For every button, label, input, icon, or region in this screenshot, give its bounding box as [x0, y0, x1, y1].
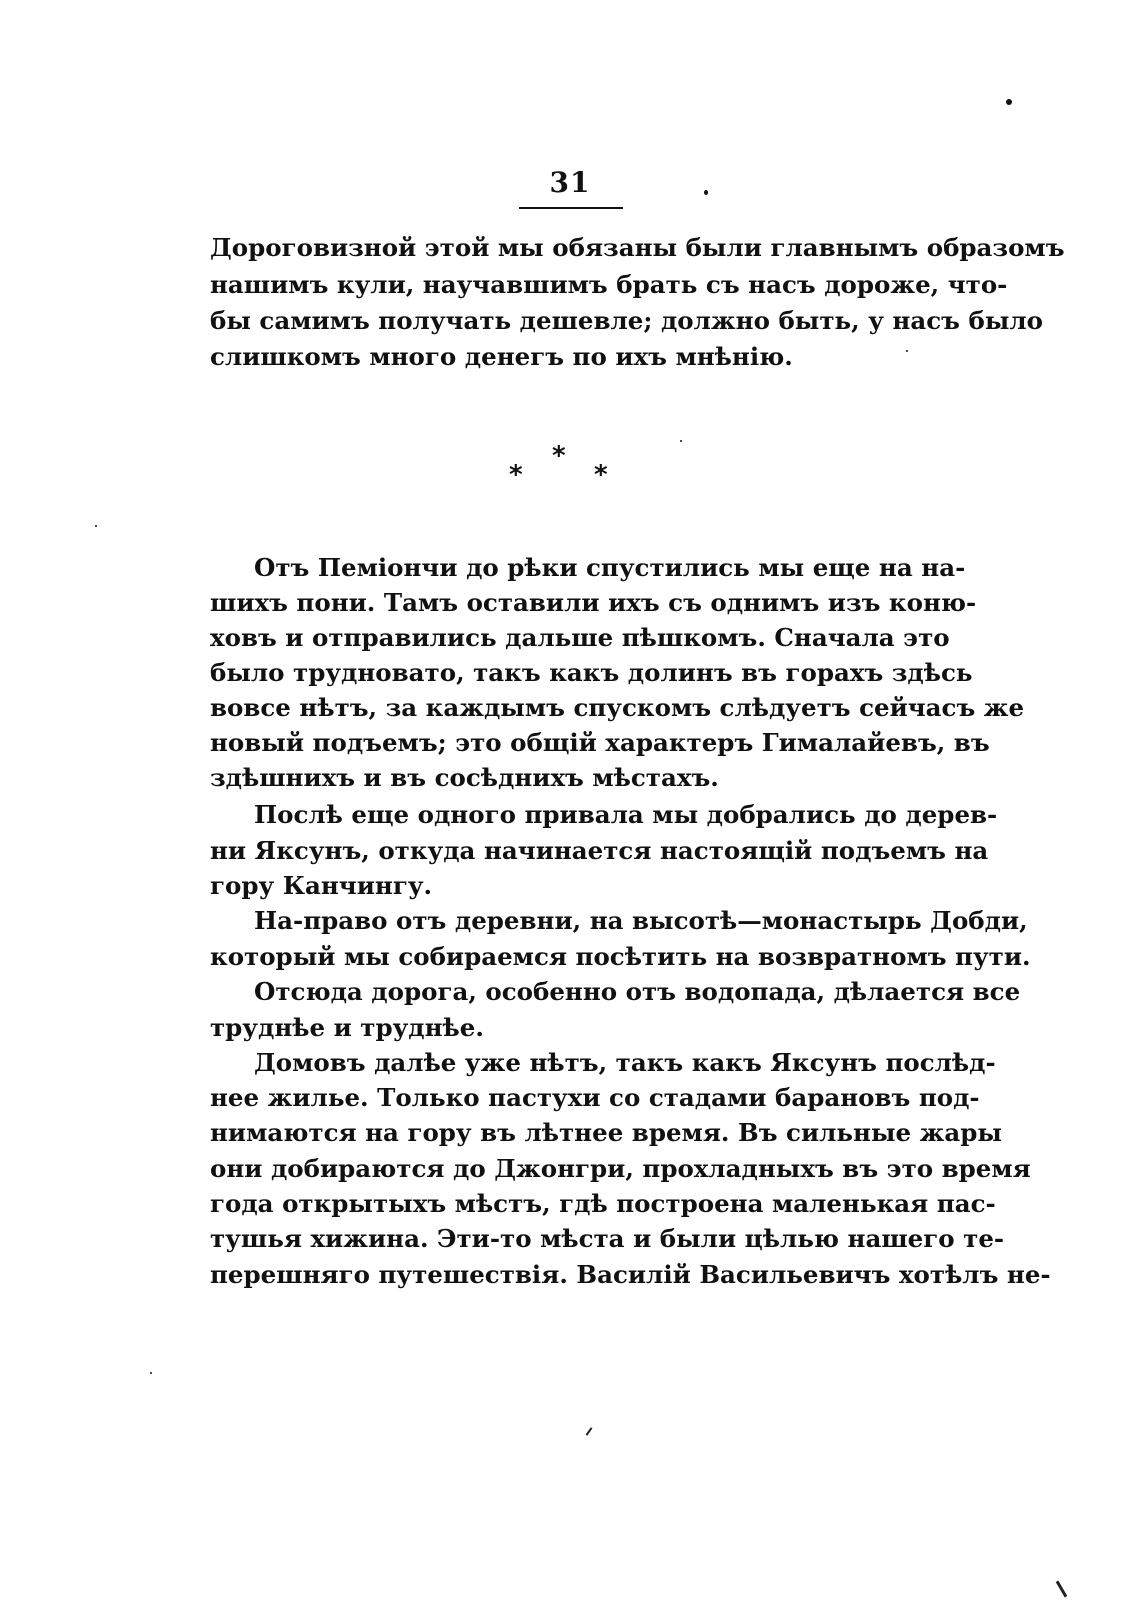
text-line: Послѣ еще одного привала мы добрались до дерев-: [254, 800, 998, 829]
text-line: шихъ пони. Тамъ оставили ихъ съ однимъ изъ коню-: [210, 588, 977, 617]
text-line: вовсе нѣтъ, за каждымъ спускомъ слѣдуетъ сейчасъ же: [210, 693, 1025, 722]
ornament-asterisk: *: [552, 441, 566, 471]
ornament-asterisk: *: [509, 460, 523, 490]
text-line: ховъ и отправились дальше пѣшкомъ. Сначала это: [210, 623, 950, 652]
text-line: нашимъ кули, научавшимъ брать съ насъ дороже, что-: [210, 270, 1008, 299]
text-line: Дороговизной этой мы обязаны были главнымъ образомъ: [210, 233, 1065, 262]
ornament-asterisk: *: [594, 460, 608, 490]
scan-mark: [586, 1427, 593, 1436]
text-line: который мы собираемся посѣтить на возвратномъ пути.: [210, 942, 1031, 971]
page-number: 31: [549, 166, 591, 199]
scan-speck: [150, 1372, 152, 1374]
scan-speck: [704, 190, 708, 195]
text-line: было трудновато, такъ какъ долинъ въ горахъ здѣсь: [210, 658, 973, 687]
text-line: Отсюда дорога, особенно отъ водопада, дѣлается все: [254, 977, 1021, 1006]
text-line: новый подъемъ; это общій характеръ Гималайевъ, въ: [210, 728, 990, 757]
text-line: На-право отъ деревни, на высотѣ—монастырь Добди,: [254, 906, 1028, 935]
text-line: нимаются на гору въ лѣтнее время. Въ сильные жары: [210, 1118, 1002, 1147]
text-line: гору Канчингу.: [210, 871, 433, 900]
text-line: нее жилье. Только пастухи со стадами барановъ под-: [210, 1083, 980, 1112]
text-line: слишкомъ много денегъ по ихъ мнѣнію.: [210, 342, 793, 371]
scan-speck: [95, 525, 97, 527]
scan-speck: [1006, 99, 1012, 105]
text-line: тушья хижина. Эти-то мѣста и были цѣлью нашего те-: [210, 1224, 1005, 1253]
text-line: Домовъ далѣе уже нѣтъ, такъ какъ Яксунъ послѣд-: [254, 1048, 996, 1077]
text-line: Отъ Пеміончи до рѣки спустились мы еще на на-: [254, 553, 966, 582]
text-line: года открытыхъ мѣстъ, гдѣ построена маленькая пас-: [210, 1189, 996, 1218]
page-number-rule: [519, 207, 623, 209]
text-line: здѣшнихъ и въ сосѣднихъ мѣстахъ.: [210, 763, 719, 792]
scan-speck: [906, 350, 908, 352]
scan-mark: [1056, 1580, 1068, 1597]
text-line: перешняго путешествія. Василій Васильевичъ хотѣлъ не-: [210, 1260, 1051, 1289]
scan-speck: [680, 440, 682, 442]
text-line: труднѣе и труднѣе.: [210, 1013, 484, 1042]
text-line: бы самимъ получать дешевле; должно быть, у насъ было: [210, 306, 1043, 335]
text-line: ни Яксунъ, откуда начинается настоящій подъемъ на: [210, 836, 989, 865]
text-line: они добираются до Джонгри, прохладныхъ въ это время: [210, 1154, 1031, 1183]
